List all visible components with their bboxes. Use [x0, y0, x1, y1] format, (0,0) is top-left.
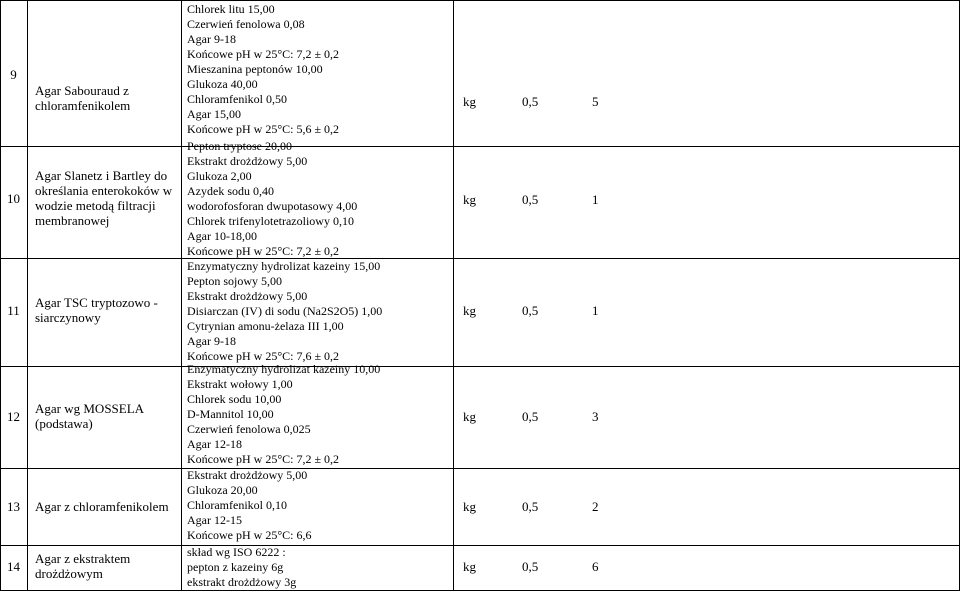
product-name: Agar z ekstraktem drożdżowym: [35, 551, 131, 581]
quantity: 0,5: [522, 499, 539, 514]
quantity: 0,5: [522, 192, 539, 207]
composition-list: [187, 139, 447, 259]
row-divider: [0, 545, 960, 546]
composition-line: ekstrakt drożdżowy 3g: [187, 575, 297, 589]
composition-line: Glukoza 40,00: [187, 77, 258, 91]
count: 3: [592, 409, 599, 424]
composition-line: Agar 9-18: [187, 32, 236, 46]
composition-line: D-Mannitol 10,00: [187, 407, 274, 421]
row-divider: [0, 0, 960, 1]
product-name: Agar Slanetz i Bartley do określania enterokoków w wodzie metodą filtracji membranowej: [35, 168, 173, 228]
row-number: 14: [7, 559, 20, 574]
composition-line: Enzymatyczny hydrolizat kazeiny 10,00: [187, 362, 381, 376]
composition-line: Glukoza 20,00: [187, 483, 258, 497]
row-number: 13: [7, 499, 20, 514]
product-name: Agar z chloramfenikolem: [35, 499, 169, 514]
composition-line: Ekstrakt drożdżowy 5,00: [187, 154, 308, 168]
product-name: Agar Sabouraud z chloramfenikolem: [35, 83, 131, 113]
quantity: 0,5: [522, 559, 539, 574]
composition-list: [187, 2, 447, 137]
quantity: 0,5: [522, 94, 539, 109]
quantity: 0,5: [522, 409, 539, 424]
count: 6: [592, 559, 599, 574]
row-divider: [0, 146, 960, 147]
composition-line: Końcowe pH w 25°C: 6,6: [187, 528, 312, 542]
row-divider: [0, 258, 960, 259]
composition-list: [187, 362, 447, 467]
unit: kg: [463, 94, 476, 109]
unit: kg: [463, 559, 476, 574]
composition-line: pepton z kazeiny 6g: [187, 560, 284, 574]
composition-line: Końcowe pH w 25°C: 7,2 ± 0,2: [187, 452, 340, 466]
row-number: 12: [7, 409, 20, 424]
composition-line: Pepton tryptose 20,00: [187, 139, 292, 153]
composition-line: Pepton sojowy 5,00: [187, 274, 283, 288]
composition-line: skład wg ISO 6222 :: [187, 545, 286, 559]
composition-line: Chloramfenikol 0,50: [187, 92, 287, 106]
unit: kg: [463, 192, 476, 207]
grid-line: [27, 0, 28, 591]
product-name: Agar wg MOSSELA (podstawa): [35, 401, 144, 431]
composition-line: Glukoza 2,00: [187, 169, 252, 183]
composition-line: Ekstrakt drożdżowy 5,00: [187, 289, 308, 303]
composition-line: Chlorek litu 15,00: [187, 2, 275, 16]
composition-line: Enzymatyczny hydrolizat kazeiny 15,00: [187, 259, 381, 273]
composition-line: Końcowe pH w 25°C: 7,6 ± 0,2: [187, 349, 340, 363]
count: 1: [592, 192, 599, 207]
composition-line: Chlorek sodu 10,00: [187, 392, 282, 406]
composition-line: Czerwień fenolowa 0,025: [187, 422, 311, 436]
composition-list: [187, 468, 447, 543]
composition-line: Końcowe pH w 25°C: 7,2 ± 0,2: [187, 244, 340, 258]
composition-line: Agar 12-18: [187, 437, 242, 451]
composition-line: Agar 10-18,00: [187, 229, 257, 243]
composition-line: Agar 9-18: [187, 334, 236, 348]
row-number: 11: [7, 303, 20, 318]
composition-line: Końcowe pH w 25°C: 7,2 ± 0,2: [187, 47, 340, 61]
composition-line: Azydek sodu 0,40: [187, 184, 274, 198]
composition-line: Czerwień fenolowa 0,08: [187, 17, 305, 31]
count: 2: [592, 499, 599, 514]
unit: kg: [463, 303, 476, 318]
unit: kg: [463, 499, 476, 514]
composition-list: [187, 545, 447, 590]
composition-line: Mieszanina peptonów 10,00: [187, 62, 323, 76]
quantity: 0,5: [522, 303, 539, 318]
unit: kg: [463, 409, 476, 424]
composition-line: Agar 15,00: [187, 107, 241, 121]
composition-line: Ekstrakt wołowy 1,00: [187, 377, 293, 391]
composition-line: Agar 12-15: [187, 513, 242, 527]
row-divider: [0, 468, 960, 469]
composition-list: [187, 259, 447, 364]
count: 5: [592, 94, 599, 109]
composition-line: Chlorek trifenylotetrazoliowy 0,10: [187, 214, 354, 228]
row-number: 9: [10, 67, 17, 82]
product-name: Agar TSC tryptozowo - siarczynowy: [35, 295, 158, 325]
composition-line: Chloramfenikol 0,10: [187, 498, 287, 512]
row-divider: [0, 366, 960, 367]
row-number: 10: [7, 191, 20, 206]
composition-line: wodorofosforan dwupotasowy 4,00: [187, 199, 358, 213]
composition-line: Ekstrakt drożdżowy 5,00: [187, 468, 308, 482]
count: 1: [592, 303, 599, 318]
composition-line: Końcowe pH w 25°C: 5,6 ± 0,2: [187, 122, 340, 136]
composition-line: Cytrynian amonu-żelaza III 1,00: [187, 319, 344, 333]
composition-line: Disiarczan (IV) di sodu (Na2S2O5) 1,00: [187, 304, 383, 318]
grid-line: [453, 0, 454, 591]
